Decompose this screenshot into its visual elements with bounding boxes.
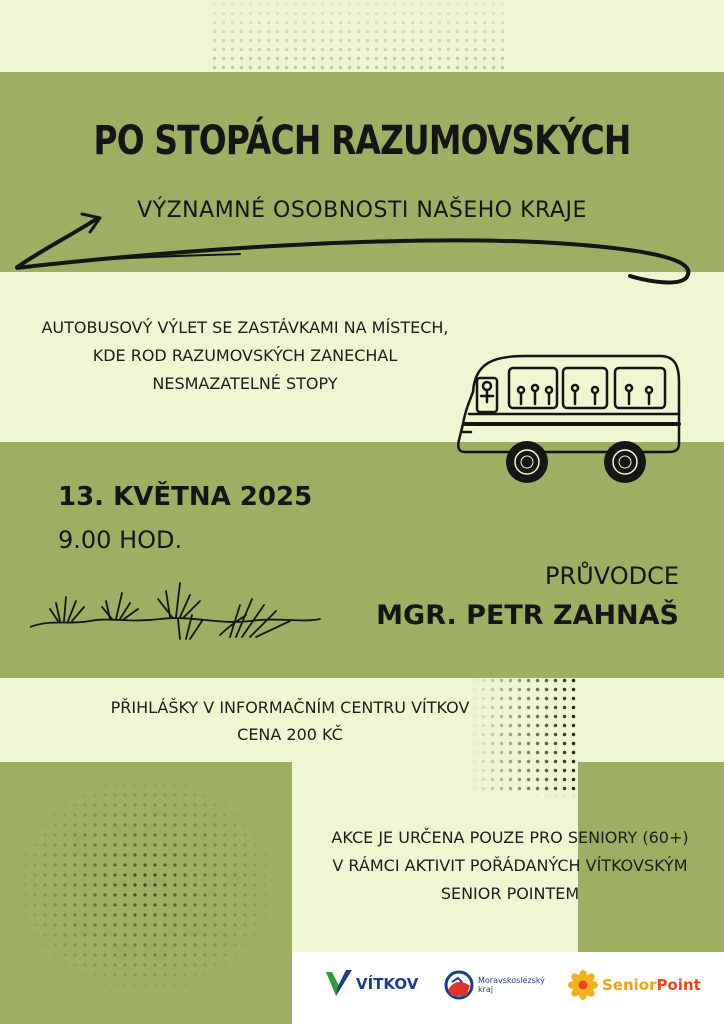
signup-price: CENA 200 KČ <box>237 725 343 744</box>
flower-icon <box>568 970 598 1000</box>
poster-title: PO STOPÁCH RAZUMOVSKÝCH <box>93 118 631 164</box>
msk-emblem-icon <box>444 970 474 1000</box>
bus-icon <box>455 352 685 487</box>
eligibility-note: AKCE JE URČENA POUZE PRO SENIORY (60+) V RÁMCI AKTIVIT POŘÁDANÝCH VÍTKOVSKÝM SENIOR POINTEM <box>331 828 689 903</box>
signup-location: PŘIHLÁŠKY V INFORMAČNÍM CENTRU VÍTKOV <box>110 698 470 717</box>
senior-text-part: Senior <box>602 976 657 994</box>
guide-label: PRŮVODCE <box>544 562 679 590</box>
senior-point-logo-text <box>602 976 701 994</box>
vitkov-logo <box>324 968 418 1000</box>
guide-name: MGR. PETR ZAHNAŠ <box>376 600 679 631</box>
point-text-part: Point <box>656 976 701 994</box>
trip-description: AUTOBUSOVÝ VÝLET SE ZASTÁVKAMI NA MÍSTECH, KDE ROD RAZUMOVSKÝCH ZANECHAL NESMAZATELNÉ STOPY <box>41 318 449 393</box>
vitkov-logo-text: VÍTKOV <box>356 975 419 993</box>
signup-info <box>40 694 540 748</box>
event-date: 13. KVĚTNA 2025 <box>58 482 313 512</box>
senior-point-logo <box>568 970 701 1000</box>
event-time: 9.00 HOD. <box>58 526 183 554</box>
grass-icon <box>30 575 325 645</box>
halftone-dots-lower <box>20 780 270 990</box>
moravskoslezsky-kraj-logo <box>444 970 545 1000</box>
vitkov-v-icon <box>324 968 354 1000</box>
halftone-dots-top <box>210 0 510 70</box>
sponsor-logos <box>292 952 724 1024</box>
msk-logo-text: Moravskoslezský kraj <box>478 976 545 994</box>
poster-subtitle: VÝZNAMNÉ OSOBNOSTI NAŠEHO KRAJE <box>137 198 587 223</box>
